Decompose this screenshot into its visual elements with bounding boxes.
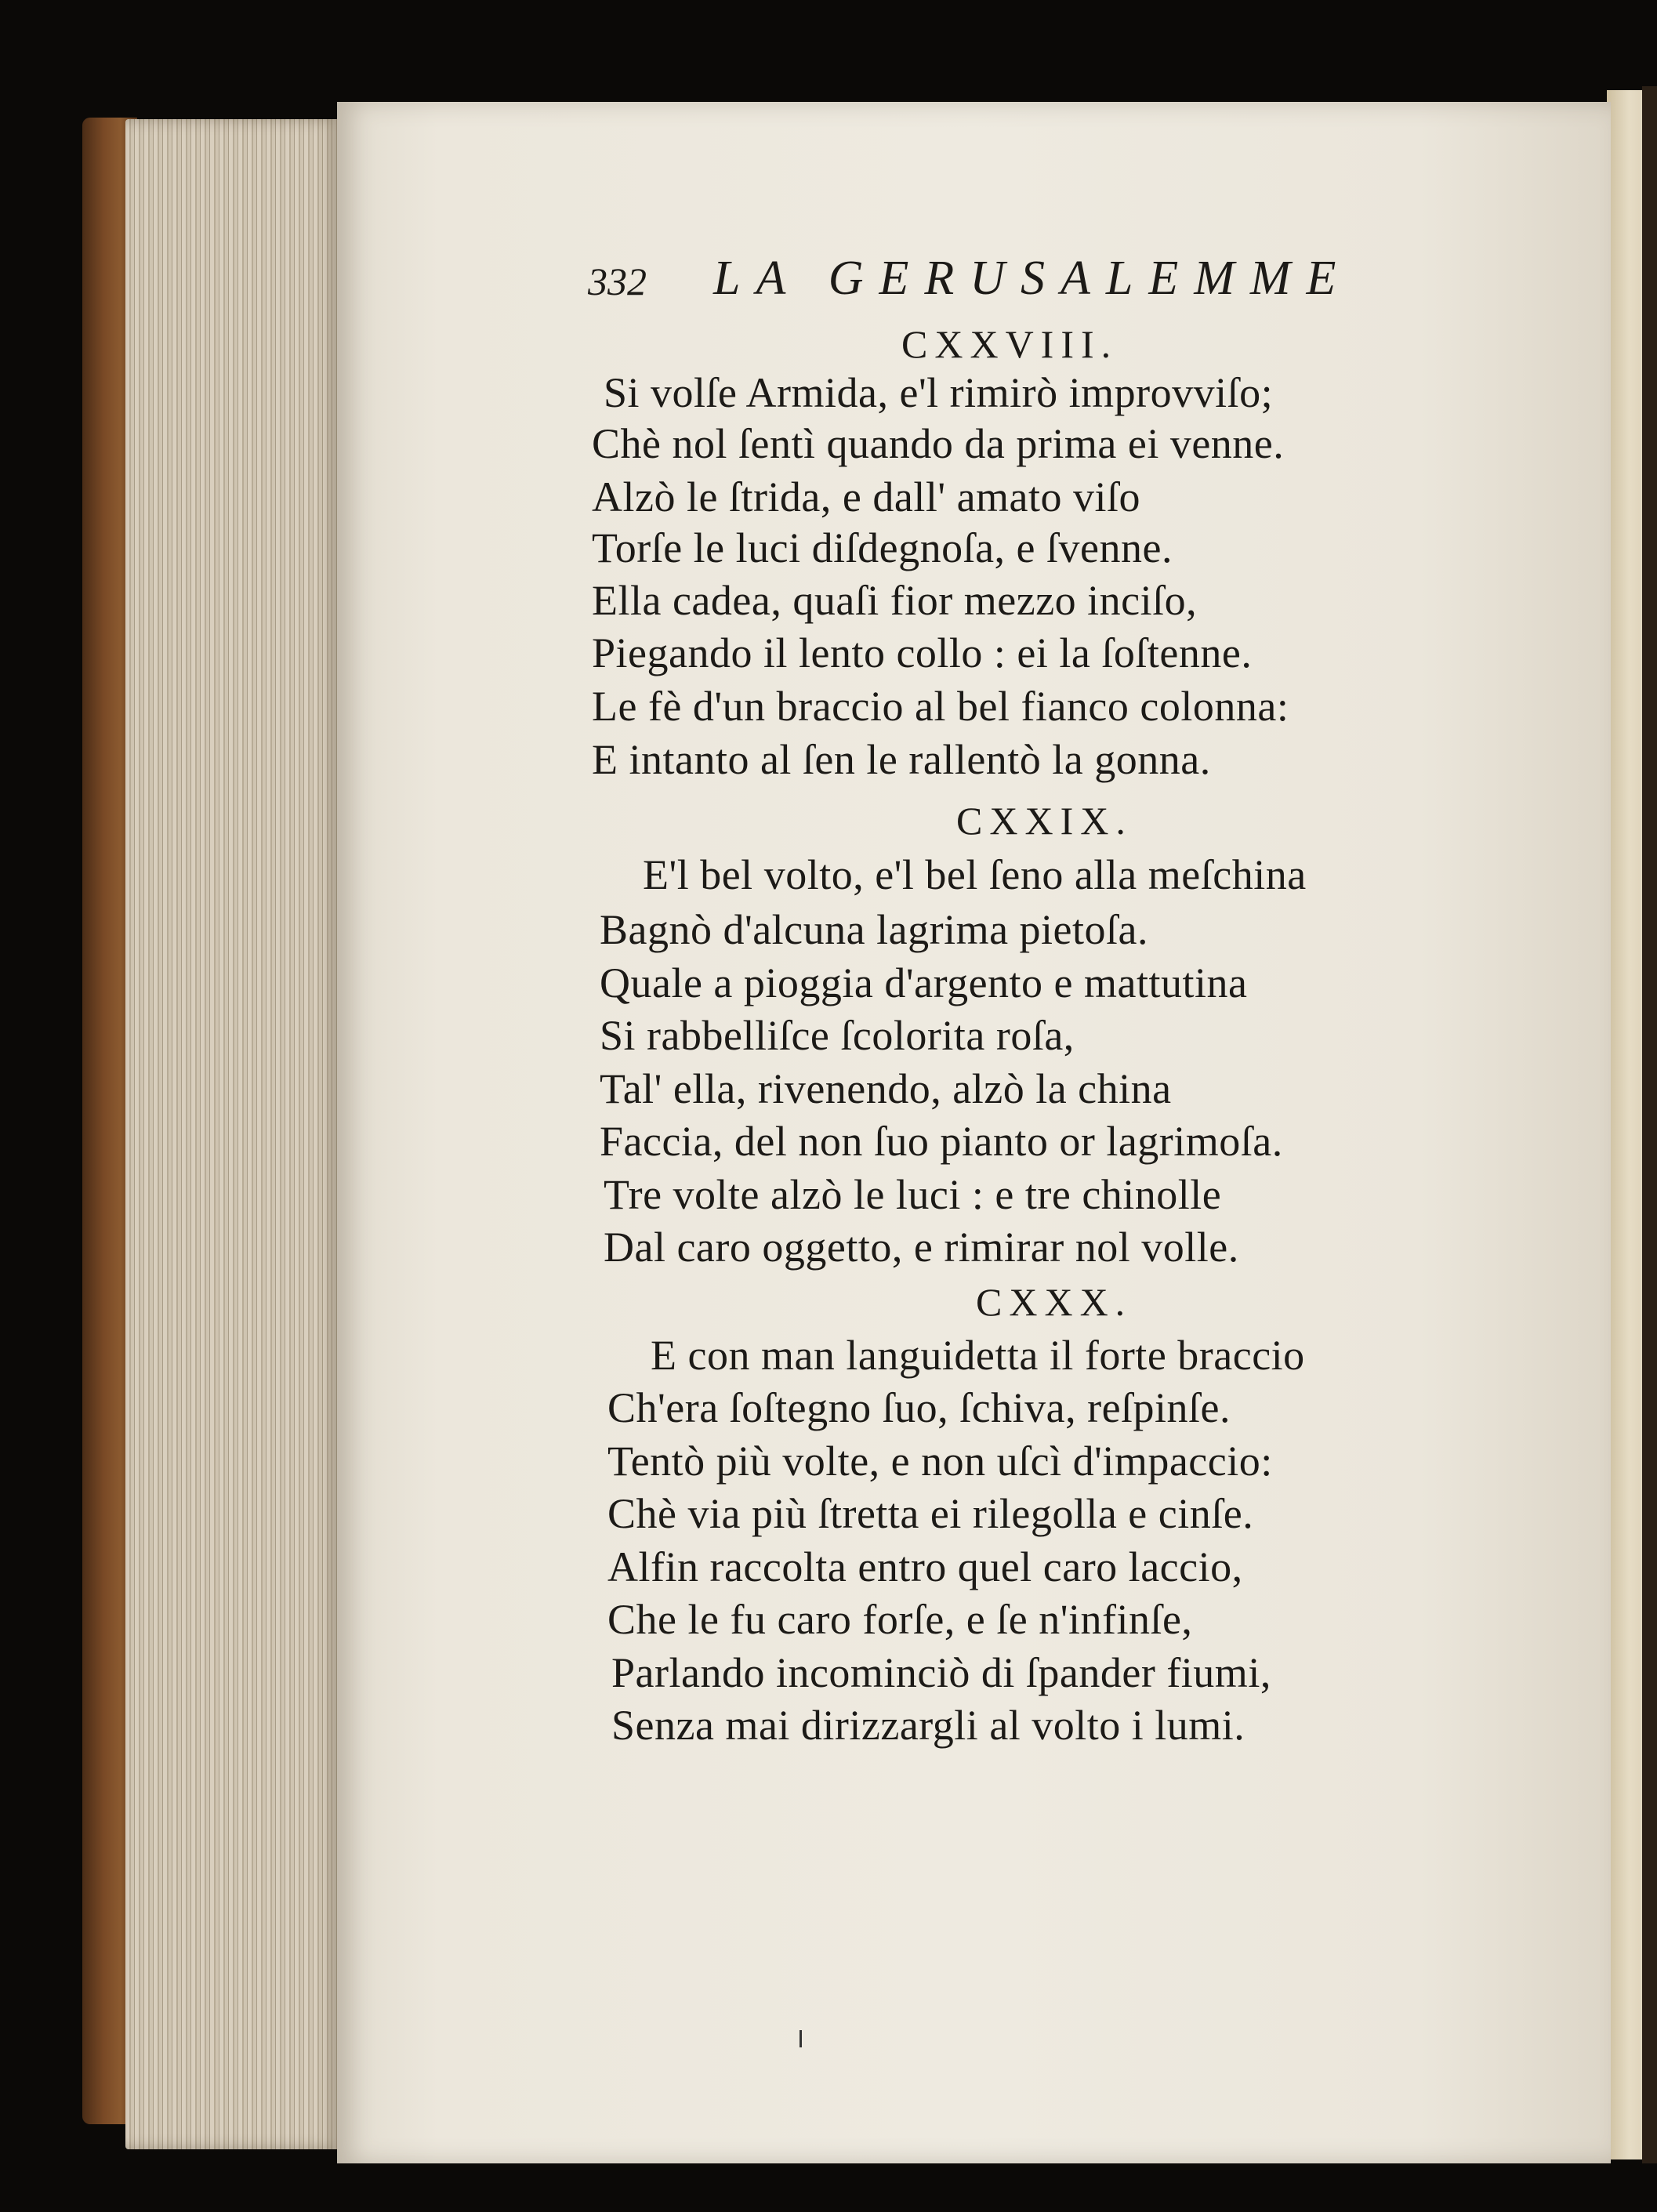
stanza-heading: CXXVIII.: [901, 322, 1119, 366]
verse-line: Tre volte alzò le luci : e tre chinolle: [604, 1171, 1222, 1218]
verse-line: Tentò più volte, e non uſcì d'impaccio:: [607, 1438, 1273, 1485]
verse-line: Si volſe Armida, e'l rimirò improvviſo;: [604, 369, 1274, 416]
verse-line: Piegando il lento collo : ei la ſoſtenne.: [592, 629, 1253, 676]
verse-line: Parlando incominciò di ſpander fiumi,: [611, 1649, 1271, 1696]
verse-line: Chè nol ſentì quando da prima ei venne.: [592, 420, 1285, 467]
verse-line: Quale a pioggia d'argento e mattutina: [600, 959, 1248, 1006]
stanza-heading: CXXIX.: [956, 799, 1133, 843]
page-edges: [125, 119, 341, 2149]
page-text: [337, 102, 1611, 2163]
verse-line: Bagnò d'alcuna lagrima pietoſa.: [600, 906, 1148, 953]
cover-edge-right: [1642, 86, 1657, 2163]
verse-line: Ch'era ſoſtegno ſuo, ſchiva, reſpinſe.: [607, 1384, 1231, 1431]
running-title: LA GERUSALEMME: [713, 252, 1352, 305]
verse-line: Alfin raccolta entro quel caro laccio,: [607, 1543, 1243, 1590]
page-number: 332: [588, 259, 647, 303]
verse-line: E intanto al ſen le rallentò la gonna.: [592, 736, 1211, 783]
verse-line: Si rabbelliſce ſcolorita roſa,: [600, 1012, 1075, 1059]
verse-line: Che le fu caro forſe, e ſe n'infinſe,: [607, 1596, 1193, 1643]
verse-line: E con man languidetta il forte braccio: [651, 1332, 1305, 1379]
verse-line: Dal caro oggetto, e rimirar nol volle.: [604, 1224, 1239, 1271]
verse-line: Faccia, del non ſuo pianto or lagrimoſa.: [600, 1118, 1283, 1165]
verse-line: Ella cadea, quaſi fior mezzo inciſo,: [592, 577, 1198, 624]
verse-line: Alzò le ſtrida, e dall' amato viſo: [592, 473, 1141, 520]
verse-line: Senza mai dirizzargli al volto i lumi.: [611, 1702, 1245, 1749]
book-page: [337, 102, 1611, 2163]
verse-line: Chè via più ſtretta ei rilegolla e cinſe.: [607, 1490, 1254, 1537]
verse-line: Torſe le luci diſdegnoſa, e ſvenne.: [592, 524, 1173, 571]
stanza-heading: CXXX.: [976, 1280, 1133, 1324]
verse-line: Le fè d'un braccio al bel fianco colonna:: [592, 683, 1289, 730]
verse-line: Tal' ella, rivenendo, alzò la china: [600, 1065, 1172, 1112]
ink-mark: [799, 2030, 802, 2047]
verse-line: E'l bel volto, e'l bel ſeno alla meſchina: [643, 851, 1307, 898]
